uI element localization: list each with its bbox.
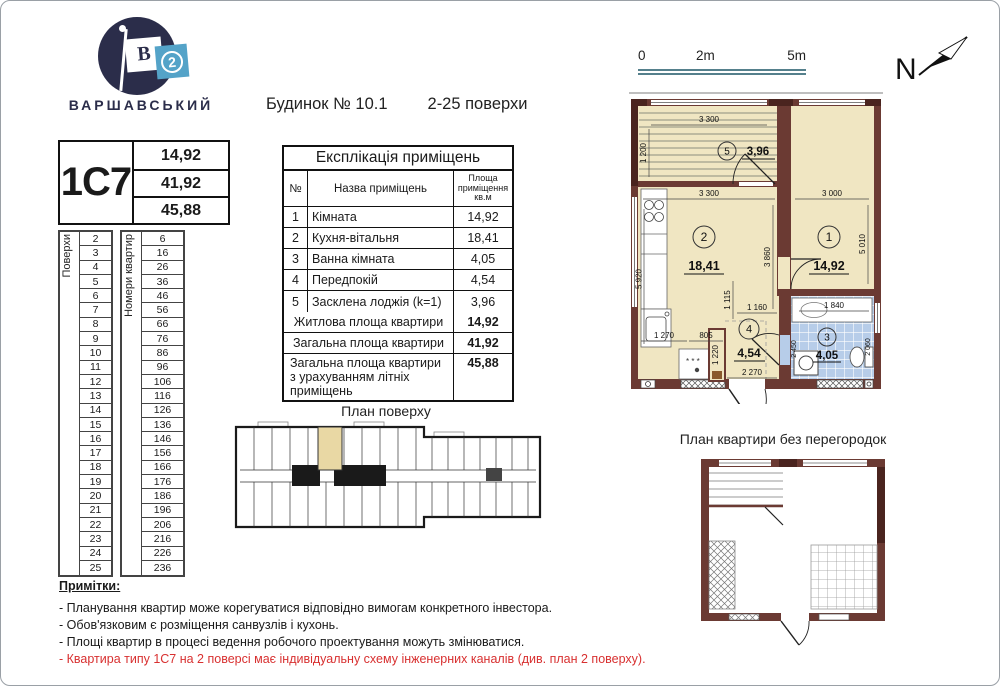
apartment-number-cell: 186 [142,489,183,503]
apartment-number-cell: 216 [142,532,183,546]
room-no-cell: 5 [284,291,308,312]
toilet [850,347,864,367]
room-no-cell: 4 [284,270,308,290]
no-partitions-title: План квартири без перегородок [679,431,887,447]
scale-5m: 5m [787,48,806,63]
apartment-number-cell: 46 [142,289,183,303]
apartment-number-cell: 166 [142,461,183,475]
floor-number-cell: 9 [80,332,111,346]
svg-text:805: 805 [699,331,713,340]
svg-text:1 840: 1 840 [823,301,845,310]
brand-logo [56,13,226,113]
summary-label: Загальна площа квартири з урахуванням літніх приміщень [284,354,454,400]
note-item: - Планування квартир може корегуватися відповідно вимогам конкретного інвестора. [59,601,553,615]
north-arrow [889,29,975,87]
apartment-number-cell: 56 [142,303,183,317]
summary-value: 14,92 [467,315,499,329]
explication-row [284,270,512,291]
scale-bar-line [638,69,806,75]
apartment-number-cell: 156 [142,446,183,460]
room-name-cell: Ванна кімната [308,249,454,269]
floor-number-cell: 25 [89,561,102,574]
room-no-cell: 1 [284,207,308,227]
note-item-highlighted: - Квартира типу 1С7 на 2 поверсі має індивідуальну схему інженерних каналів (див. план 2 поверху). [59,652,646,666]
scale-0: 0 [638,48,646,63]
floor-number-cell: 17 [80,446,111,460]
svg-text:4: 4 [745,323,753,336]
room-name-cell: Засклена лоджія (k=1) [308,291,454,312]
col-header-no: № [284,171,308,206]
floors-apartments-tables [58,230,185,577]
floor-number-cell: 12 [80,375,111,389]
summary-label: Житлова площа квартири [284,312,454,332]
svg-text:3 860: 3 860 [763,246,772,268]
room-no-cell: 2 [284,228,308,248]
floor-number-cell: 6 [80,289,111,303]
floor-number-cell: 14 [80,404,111,418]
floor-number-cell: 10 [80,346,111,360]
summary-value: 41,92 [467,336,499,350]
explication-row [284,207,512,228]
logo-number: 2 [160,50,184,74]
explication-header-row [284,171,512,207]
core-block [486,468,502,481]
apartment-number-cell: 16 [142,246,183,260]
no-partitions-plan [693,453,893,651]
svg-text:4,05: 4,05 [815,350,839,362]
svg-text:2: 2 [700,230,708,244]
notes-section [59,579,659,669]
notes-title: Примітки: [59,579,121,593]
floor-number-cell: 15 [80,418,111,432]
scale-2m: 2m [696,48,715,63]
apartment-number-cell: 6 [142,232,183,246]
apartments-column-label: Номери квартир [123,234,135,317]
floor-number-cell: 18 [80,461,111,475]
floor-number-cell: 3 [80,246,111,260]
explication-table [282,145,514,402]
apartment-number-cell: 76 [142,332,183,346]
svg-text:1 160: 1 160 [746,303,768,312]
total-area-with-summer-value: 45,88 [134,196,228,223]
apartment-number-cell: 176 [142,475,183,489]
apartment-type-code: 1С7 [60,160,132,204]
svg-text:1 220: 1 220 [711,344,720,366]
svg-text:2 450: 2 450 [791,340,798,358]
apartment-numbers-table [120,230,185,577]
room-area-cell: 4,54 [470,273,496,287]
svg-text:2 270: 2 270 [741,368,763,377]
apartment-number-cell: 226 [142,547,183,561]
summary-row-living [284,312,512,333]
building-floor-plan [234,421,549,533]
total-area-value: 41,92 [134,169,228,196]
room-name-cell: Кухня-вітальня [308,228,454,248]
floor-number-cell: 16 [80,432,111,446]
brand-name: ВАРШАВСЬКИЙ [68,97,214,113]
shaft-zone [709,541,735,609]
floors-table [58,230,113,577]
floor-number-cell: 23 [80,532,111,546]
logo-number-badge [155,44,190,80]
svg-text:1 115: 1 115 [723,290,732,310]
note-item: - Обов'язковим є розміщення санвузлів і кухонь. [59,618,339,632]
summary-value: 45,88 [467,356,499,370]
col-header-area: Площа приміщення кв.м [457,172,509,203]
svg-text:3 000: 3 000 [821,189,843,198]
document-title [266,95,527,114]
scale-bar [638,48,806,75]
building-title: Будинок № 10.1 [266,95,388,113]
explication-row [284,291,512,312]
svg-text:18,41: 18,41 [688,259,720,273]
explication-row [284,249,512,270]
apartment-number-cell: 206 [142,518,183,532]
room-name-cell: Передпокій [308,270,454,290]
svg-text:3,96: 3,96 [746,146,770,158]
floors-range: 2-25 поверхи [427,95,528,113]
room-area-cell: 18,41 [467,231,499,245]
floor-number-cell: 22 [80,518,111,532]
room-area-cell: 3,96 [470,294,496,309]
floors-column [79,232,111,575]
svg-text:2 060: 2 060 [865,338,872,356]
summary-row-total [284,333,512,354]
svg-text:5 010: 5 010 [858,233,867,255]
apartment-number-cell: 146 [142,432,183,446]
apartments-column [141,232,183,575]
logo-flagpole-top [119,25,126,32]
apartment-type-card [58,140,230,225]
floor-number-cell: 20 [80,489,111,503]
floor-number-cell: 19 [80,475,111,489]
floor-number-cell: 8 [80,318,111,332]
svg-text:3 300: 3 300 [698,115,720,124]
core-block [292,465,320,486]
apartment-number-cell: 126 [142,404,183,418]
apartment-number-cell: 106 [142,375,183,389]
apartment-number-cell: 136 [142,418,183,432]
note-item: - Площі квартир в процесі ведення робочого проектування можуть змінюватися. [59,635,525,649]
explication-rows [284,207,512,312]
apartment-number-cell: 116 [142,389,183,403]
apartment-number-cell: 86 [142,346,183,360]
svg-text:5: 5 [724,146,730,158]
floor-number-cell: 5 [80,275,111,289]
bottom-openings [729,613,849,621]
floors-column-label: Поверхи [61,234,73,278]
floor-number-cell: 4 [80,261,111,275]
floor-number-cell: 2 [80,232,111,246]
svg-text:1: 1 [825,230,833,244]
floor-number-cell: 11 [80,361,111,375]
apartment-number-cell: 26 [142,261,183,275]
floor-number-cell: 7 [80,303,111,317]
apartment-number-cell: 196 [142,504,183,518]
apartment-number-cell: 66 [142,318,183,332]
room-area-cell: 4,05 [470,252,496,266]
summary-row-total-summer [284,354,512,400]
room-name-cell: Кімната [308,207,454,227]
svg-text:14,92: 14,92 [813,259,845,273]
stove-burners: * * * [686,357,700,366]
apartment-number-cell: 36 [142,275,183,289]
floor-plan-title: План поверху [341,403,431,419]
svg-text:3: 3 [824,332,830,344]
grid-zone [811,545,877,609]
floor-number-cell: 21 [80,504,111,518]
svg-text:1 270: 1 270 [653,331,675,340]
logo-flag-icon: В [125,36,164,72]
living-area-value: 14,92 [160,146,202,164]
apartment-plan [629,89,883,404]
notes-list [59,601,659,649]
svg-text:4,54: 4,54 [737,346,761,360]
explication-row [284,228,512,249]
room-no-cell: 3 [284,249,308,269]
highlighted-apartment [318,427,342,470]
apartment-number-cell: 236 [153,561,172,574]
explication-title: Експлікація приміщень [284,147,512,171]
entrance-door [781,621,799,645]
summary-label: Загальна площа квартири [284,333,454,353]
floor-number-cell: 13 [80,389,111,403]
svg-text:1 200: 1 200 [639,142,648,164]
loggia-area [709,467,783,505]
north-label: N [895,53,917,86]
floor-number-cell: 24 [80,547,111,561]
col-header-name: Назва приміщень [308,171,454,206]
apartment-number-cell: 96 [142,361,183,375]
room-area-cell: 14,92 [467,210,499,224]
svg-text:5 920: 5 920 [634,268,644,290]
svg-text:3 300: 3 300 [698,189,720,198]
